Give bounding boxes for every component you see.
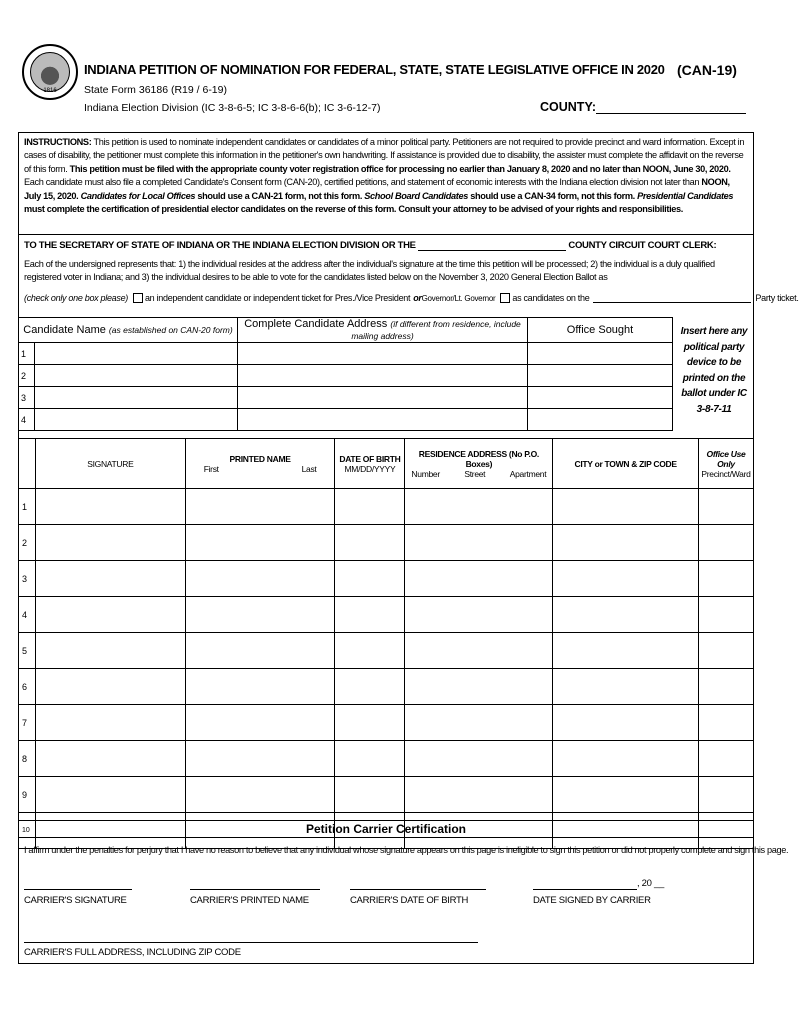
row-number: 7 (19, 705, 36, 741)
carrier-dob-line[interactable] (350, 889, 486, 890)
instructions-deadline: This petition must be filed with the appropriate county voter registration office for processing no earlier than January 8, 2020 and no later than NOON, June 30, 2020. (69, 163, 731, 174)
year-prefix: , 20 __ (637, 878, 664, 889)
signature-cell[interactable] (35, 525, 185, 561)
residence-cell[interactable] (405, 489, 553, 525)
dob-cell[interactable] (335, 525, 405, 561)
table-row (19, 409, 673, 431)
col-date-of-birth: DATE OF BIRTH MM/DD/YYYY (335, 439, 405, 489)
city-zip-cell[interactable] (553, 705, 699, 741)
candidate-name-cell[interactable] (35, 409, 238, 431)
carrier-signature-label: CARRIER'S SIGNATURE (24, 895, 127, 906)
row-number: 4 (19, 409, 35, 431)
city-zip-cell[interactable] (553, 633, 699, 669)
dob-cell[interactable] (335, 561, 405, 597)
office-use-cell (698, 705, 753, 741)
carrier-address-label: CARRIER'S FULL ADDRESS, INCLUDING ZIP CODE (24, 947, 241, 958)
residence-cell[interactable] (405, 669, 553, 705)
dob-cell[interactable] (335, 777, 405, 813)
city-zip-cell[interactable] (553, 669, 699, 705)
row-number: 6 (19, 669, 36, 705)
carrier-signature-line[interactable] (24, 889, 132, 890)
carrier-address-line[interactable] (24, 942, 478, 943)
table-row (19, 777, 754, 813)
dob-cell[interactable] (335, 597, 405, 633)
or-text: or (413, 293, 422, 303)
row-number: 1 (19, 489, 36, 525)
city-zip-cell[interactable] (553, 561, 699, 597)
signature-cell[interactable] (35, 597, 185, 633)
office-use-cell (698, 633, 753, 669)
party-checkbox[interactable] (500, 293, 510, 303)
signature-cell[interactable] (35, 777, 185, 813)
ballot-options (24, 293, 799, 303)
governor-option-label: Governor/Lt. Governor (421, 293, 496, 303)
candidate-name-cell[interactable] (35, 387, 238, 409)
divider (18, 234, 754, 235)
table-row (19, 343, 673, 365)
row-number: 4 (19, 597, 36, 633)
presidential-note: Presidential Candidates (637, 190, 734, 201)
county-field[interactable] (540, 100, 746, 114)
candidate-address-cell[interactable] (238, 409, 528, 431)
office-sought-cell[interactable] (528, 343, 673, 365)
party-device-note: Insert here any political party device to be printed on the ballot under IC 3-8-7-11 (680, 326, 748, 415)
office-use-cell (698, 597, 753, 633)
secretary-right: COUNTY CIRCUIT COURT CLERK: (568, 240, 717, 251)
col-office-sought: Office Sought (528, 318, 673, 343)
represents-text: Each of the undersigned represents that: 1) the individual resides at the address after the individual's signature at the time this petition will be processed; 2) the individual is a duly qualified registered voter in Indiana; and 3) the individual desires to be able to vote for the candidates listed below on the November 3, 2020 General Election Ballot as (24, 259, 715, 283)
table-row (19, 489, 754, 525)
table-row (19, 387, 673, 409)
table-row (19, 741, 754, 777)
row-number: 5 (19, 633, 36, 669)
residence-cell[interactable] (405, 525, 553, 561)
table-row (19, 705, 754, 741)
row-number: 9 (19, 777, 36, 813)
row-number: 2 (19, 365, 35, 387)
instructions-deadline-2: NOON, July 15, 2020. (24, 177, 730, 201)
office-use-cell (698, 777, 753, 813)
county-court-input[interactable] (418, 241, 566, 251)
instructions (24, 136, 746, 216)
independent-option-label: an independent candidate or independent ticket for Pres./Vice President (144, 293, 411, 303)
signature-cell[interactable] (35, 741, 185, 777)
col-residence-address: RESIDENCE ADDRESS (No P.O. Boxes) Number Street Apartment (405, 439, 553, 489)
residence-cell[interactable] (405, 597, 553, 633)
table-row (19, 597, 754, 633)
candidate-name-cell[interactable] (35, 343, 238, 365)
signature-cell[interactable] (35, 633, 185, 669)
city-zip-cell[interactable] (553, 741, 699, 777)
printed-name-cell[interactable] (185, 525, 335, 561)
signature-cell[interactable] (35, 705, 185, 741)
row-number: 2 (19, 525, 36, 561)
residence-cell[interactable] (405, 633, 553, 669)
certification-affirm: I affirm under the penalties for perjury that I have no reason to believe that any individual whose signature appears on this page is ineligible to sign this petition or did not properly complete and sign this page. (24, 845, 789, 855)
check-note: (check only one box please) (24, 293, 128, 303)
party-option-label: as candidates on the (512, 293, 590, 303)
county-label: COUNTY: (540, 100, 597, 114)
printed-name-cell[interactable] (185, 597, 335, 633)
dob-cell[interactable] (335, 705, 405, 741)
candidate-name-cell[interactable] (35, 365, 238, 387)
table-row (19, 669, 754, 705)
row-number: 8 (19, 741, 36, 777)
secretary-left: TO THE SECRETARY OF STATE OF INDIANA OR THE INDIANA ELECTION DIVISION OR THE (24, 240, 416, 251)
office-use-cell (698, 525, 753, 561)
instructions-text-3: should use a CAN-21 form, not this form. (197, 190, 363, 201)
election-division: Indiana Election Division (IC 3-8-6-5; IC 3-8-6-6(b); IC 3-6-12-7) (84, 102, 381, 114)
printed-name-cell[interactable] (185, 741, 335, 777)
row-number: 1 (19, 343, 35, 365)
office-sought-cell[interactable] (528, 365, 673, 387)
instructions-text-5: must complete the certification of presidential elector candidates on the reverse of this form. Consult your attorney to be advised of your rights and responsibilities. (24, 204, 683, 215)
office-use-cell (698, 741, 753, 777)
printed-name-cell[interactable] (185, 705, 335, 741)
dob-cell[interactable] (335, 669, 405, 705)
county-input-line[interactable] (596, 102, 746, 114)
printed-name-cell[interactable] (185, 561, 335, 597)
state-form-number: State Form 36186 (R19 / 6-19) (84, 84, 227, 96)
date-signed-line[interactable] (533, 889, 637, 890)
instructions-text-2: Each candidate must also file a completed Candidate's Consent form (CAN-20), certified petitions, and statement of economic interests with the Indiana election division not later than (24, 177, 700, 188)
table-row (19, 561, 754, 597)
col-candidate-address: Complete Candidate Address (if different from residence, include mailing address) (238, 318, 528, 343)
col-candidate-name: Candidate Name (as established on CAN-20 form) (19, 318, 238, 343)
col-number (19, 439, 36, 489)
school-board-note: School Board Candidates (364, 190, 468, 201)
date-signed-label: DATE SIGNED BY CARRIER (533, 895, 651, 906)
office-sought-cell[interactable] (528, 409, 673, 431)
residence-cell[interactable] (405, 705, 553, 741)
printed-name-cell[interactable] (185, 777, 335, 813)
instructions-label: INSTRUCTIONS: (24, 137, 92, 147)
candidate-address-cell[interactable] (238, 365, 528, 387)
col-office-use: Office Use Only Precinct/Ward (698, 439, 753, 489)
city-zip-cell[interactable] (553, 597, 699, 633)
col-printed-name: PRINTED NAME First Last (185, 439, 335, 489)
party-ticket-label: Party ticket. (755, 293, 799, 303)
party-name-input[interactable] (593, 293, 751, 303)
instructions-text-1: This petition is used to nominate independent candidates or candidates of a minor political party. Petitioners are not required to provide precinct and ward information. Except in cases of disability, the petitioner must complete this information in the petitioner's own handwriting. If assistance is provided due to disability, the assister must complete the affidavit on the reverse of this form. (24, 137, 745, 174)
col-signature: SIGNATURE (35, 439, 185, 489)
signature-cell[interactable] (35, 669, 185, 705)
printed-name-cell[interactable] (185, 489, 335, 525)
dob-cell[interactable] (335, 741, 405, 777)
form-title: INDIANA PETITION OF NOMINATION FOR FEDERAL, STATE, STATE LEGISLATIVE OFFICE IN 2020 (84, 62, 665, 77)
row-number: 10 (19, 813, 36, 849)
row-number: 3 (19, 561, 36, 597)
city-zip-cell[interactable] (553, 489, 699, 525)
residence-cell[interactable] (405, 741, 553, 777)
office-sought-cell[interactable] (528, 387, 673, 409)
city-zip-cell[interactable] (553, 777, 699, 813)
state-seal-icon (22, 44, 78, 100)
signature-table (18, 438, 754, 849)
row-number: 3 (19, 387, 35, 409)
residence-cell[interactable] (405, 777, 553, 813)
dob-cell[interactable] (335, 489, 405, 525)
local-offices-note: Candidates for Local Offices (80, 190, 196, 201)
office-use-cell (698, 669, 753, 705)
candidate-address-cell[interactable] (238, 343, 528, 365)
table-row (19, 633, 754, 669)
candidate-address-cell[interactable] (238, 387, 528, 409)
residence-cell[interactable] (405, 561, 553, 597)
col-city-zip: CITY or TOWN & ZIP CODE (553, 439, 699, 489)
signature-cell[interactable] (35, 489, 185, 525)
office-use-cell (698, 489, 753, 525)
form-id: (CAN-19) (677, 62, 737, 78)
dob-cell[interactable] (335, 633, 405, 669)
independent-checkbox[interactable] (133, 293, 143, 303)
carrier-dob-label: CARRIER'S DATE OF BIRTH (350, 895, 469, 906)
city-zip-cell[interactable] (553, 525, 699, 561)
printed-name-cell[interactable] (185, 669, 335, 705)
seal-year: 1816 (43, 88, 57, 94)
table-row (19, 525, 754, 561)
carrier-printed-name-label: CARRIER'S PRINTED NAME (190, 895, 309, 906)
signature-cell[interactable] (35, 561, 185, 597)
office-use-cell (698, 561, 753, 597)
secretary-line (24, 240, 716, 251)
table-row (19, 365, 673, 387)
carrier-printed-name-line[interactable] (190, 889, 320, 890)
instructions-text-4: should use a CAN-34 form, not this form. (470, 190, 635, 201)
printed-name-cell[interactable] (185, 633, 335, 669)
candidate-table (18, 317, 673, 431)
certification-title: Petition Carrier Certification (18, 820, 754, 838)
